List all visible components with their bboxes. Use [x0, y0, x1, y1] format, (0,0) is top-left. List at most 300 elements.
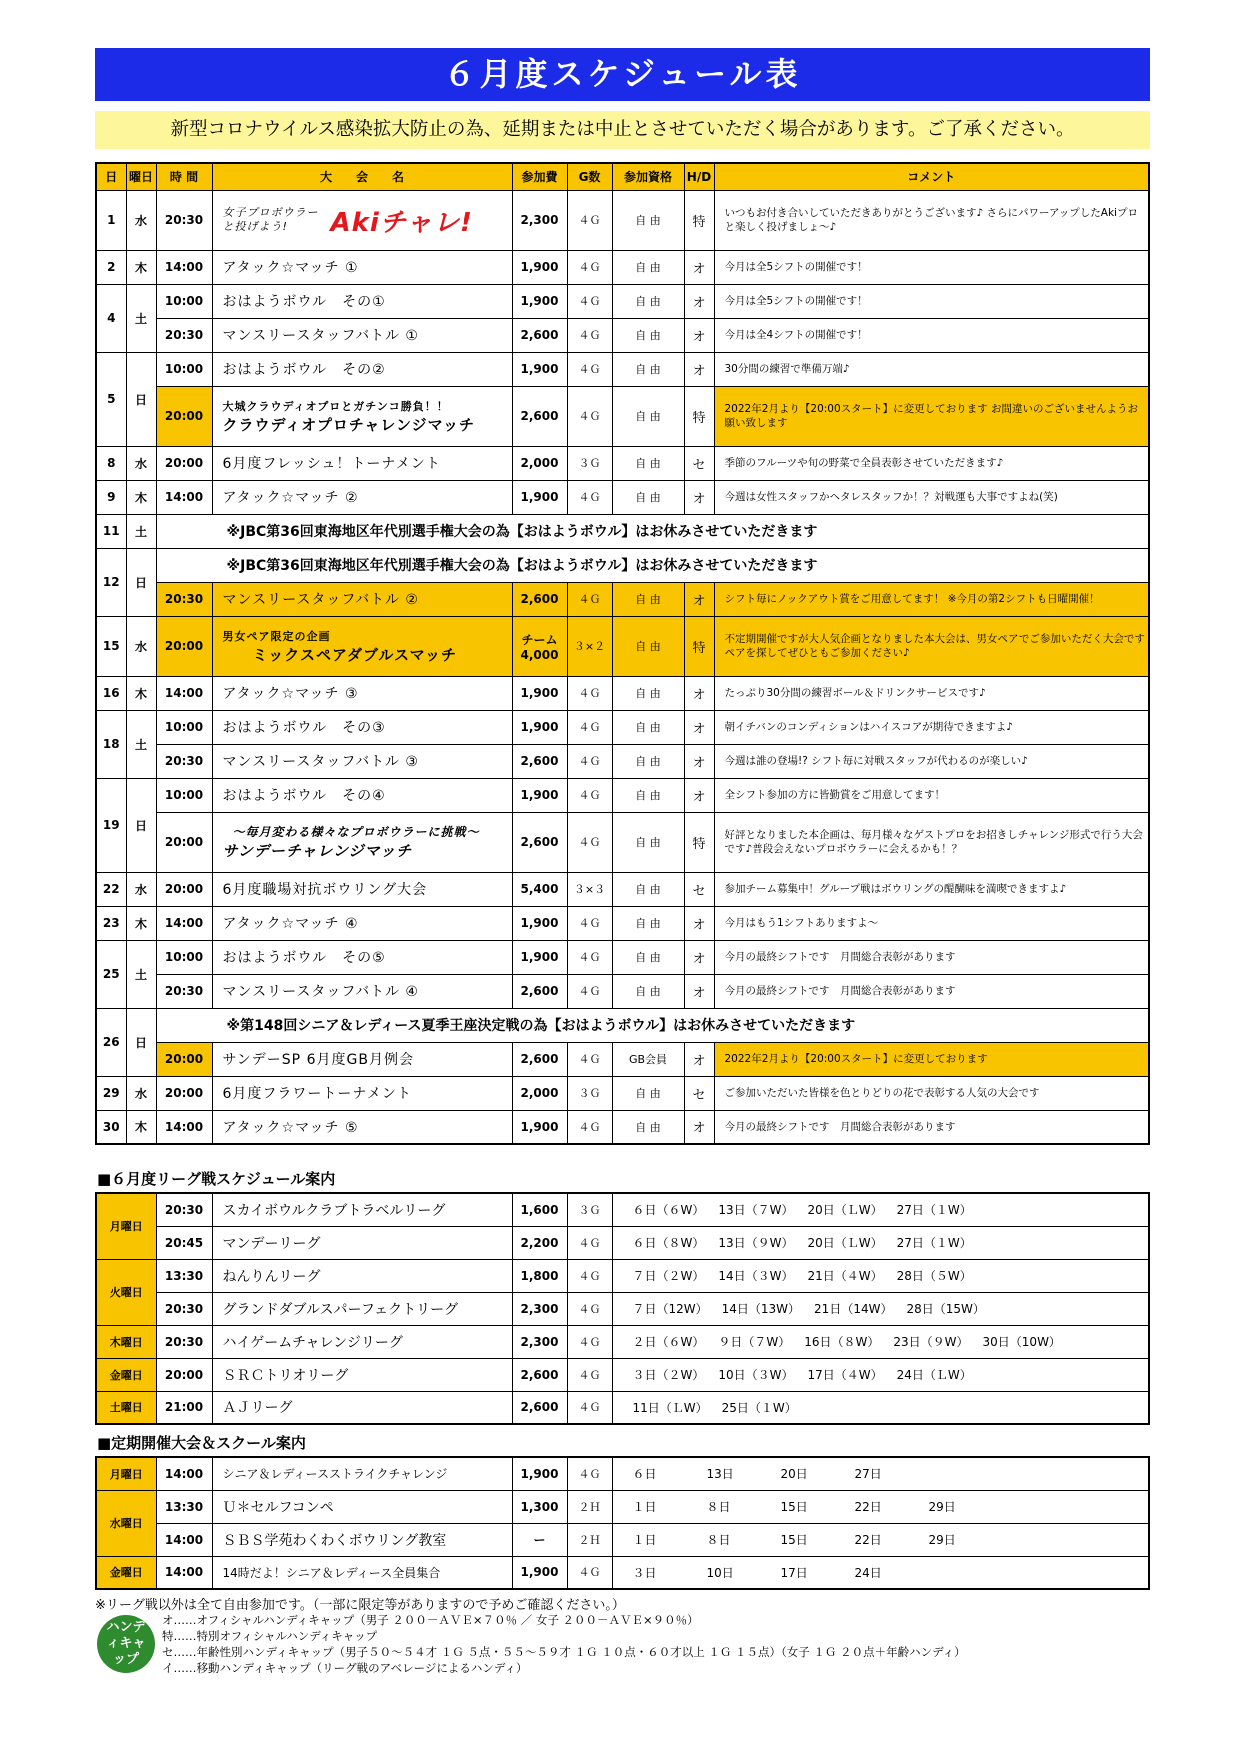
page-title: ６月度スケジュール表 — [95, 48, 1150, 101]
league-name-cell: スカイボウルクラブトラベルリーグ — [212, 1193, 512, 1226]
table-row — [96, 386, 1149, 446]
league-table — [95, 1192, 1150, 1425]
hd-cell: オ — [684, 676, 714, 710]
games-cell: ４Ｇ — [567, 710, 612, 744]
table-row — [96, 548, 1149, 582]
table-header — [96, 163, 1149, 190]
hd-cell: オ — [684, 480, 714, 514]
table-row — [96, 250, 1149, 284]
date-item: 27日（１W） — [896, 1203, 972, 1218]
date-item: 16日（８W） — [804, 1335, 880, 1349]
fee-cell: 2,600 — [512, 386, 567, 446]
fee-team-label: チーム — [521, 632, 558, 647]
time-cell: 20:30 — [156, 318, 212, 352]
games-cell: ２Ｈ — [567, 1490, 612, 1523]
date-item: 20日（ＬW） — [807, 1236, 883, 1250]
fee-cell: 2,600 — [512, 1391, 567, 1424]
date-item: 13日 — [706, 1467, 734, 1482]
dates-cell — [612, 1457, 1149, 1490]
comment-cell: 2022年2月より【20:00スタート】に変更しております — [714, 1042, 1149, 1076]
qual-cell: 自 由 — [612, 250, 684, 284]
fee-cell — [512, 616, 567, 676]
time-cell: 20:30 — [156, 744, 212, 778]
fee-cell: ー — [512, 1523, 567, 1556]
comment-cell: いつもお付き合いしていただきありがとうございます♪ さらにパワーアップしたAkiプロと楽しく投げましょ～♪ — [714, 190, 1149, 250]
fee-cell: 2,600 — [512, 974, 567, 1008]
games-cell: ４Ｇ — [567, 974, 612, 1008]
qual-cell: 自 由 — [612, 710, 684, 744]
event-name-cell: 6月度フレッシュ！トーナメント — [212, 446, 512, 480]
league-name-cell: ＳＲＣトリオリーグ — [212, 1358, 512, 1391]
date-item: 17日（４W） — [807, 1368, 883, 1382]
time-cell: 20:30 — [156, 974, 212, 1008]
date-item: ３日（２W） — [632, 1368, 705, 1382]
fee-cell: 2,300 — [512, 190, 567, 250]
games-cell: ４Ｇ — [567, 1226, 612, 1259]
comment-cell: 今月の最終シフトです 月間総合表彰があります — [714, 974, 1149, 1008]
qual-cell: 自 由 — [612, 190, 684, 250]
notice-banner: 新型コロナウイルス感染拡大防止の為、延期または中止とさせていただく場合があります。ご了承ください。 — [95, 111, 1150, 149]
date-item: 29日 — [928, 1533, 956, 1547]
comment-cell: たっぷり30分間の練習ボール＆ドリンクサービスです♪ — [714, 676, 1149, 710]
weekday-cell: 土 — [126, 514, 156, 548]
day-cell: 15 — [96, 616, 126, 676]
time-cell: 14:00 — [156, 480, 212, 514]
time-cell: 14:00 — [156, 1457, 212, 1490]
table-row — [96, 582, 1149, 616]
games-cell: ４Ｇ — [567, 1325, 612, 1358]
header-name: 大 会 名 — [212, 163, 512, 190]
handicap-line: オ……オフィシャルハンディキャップ（男子 ２００－ＡＶＥ×７０％ ／ 女子 ２００－ＡＶＥ×９０％） — [162, 1613, 699, 1627]
time-cell: 20:00 — [156, 812, 212, 872]
fee-cell: 2,300 — [512, 1292, 567, 1325]
table-row — [96, 872, 1149, 906]
time-cell: 14:00 — [156, 906, 212, 940]
qual-cell: 自 由 — [612, 872, 684, 906]
table-row — [96, 1110, 1149, 1144]
header-hd: H/D — [684, 163, 714, 190]
comment-cell: 今月の最終シフトです 月間総合表彰があります — [714, 940, 1149, 974]
date-item: 21日（14W） — [814, 1302, 893, 1316]
games-cell: ４Ｇ — [567, 1259, 612, 1292]
date-item: 28日（15W） — [906, 1302, 985, 1316]
event-subtitle: ～毎月変わる様々なプロボウラーに挑戦～ — [232, 825, 480, 839]
qual-cell: 自 由 — [612, 1076, 684, 1110]
comment-cell: 好評となりました本企画は、毎月様々なゲストプロをお招きしチャレンジ形式で行う大会です♪普段会えないプロボウラーに会えるかも！？ — [714, 812, 1149, 872]
league-section-title: ■６月度リーグ戦スケジュール案内 — [97, 1170, 336, 1188]
weekday-cell: 土 — [126, 284, 156, 352]
table-row — [96, 744, 1149, 778]
event-subtitle: 大城クラウディオプロとガチンコ勝負！！ — [222, 399, 449, 413]
event-schedule-table — [95, 162, 1156, 1145]
weekday-cell: 木 — [126, 480, 156, 514]
weekday-cell: 水 — [126, 616, 156, 676]
games-cell: ２Ｈ — [567, 1523, 612, 1556]
time-cell: 20:45 — [156, 1226, 212, 1259]
day-cell: 11 — [96, 514, 126, 548]
date-item: ７日（２W） — [632, 1269, 705, 1283]
event-name-cell: サンデーSP 6月度GB月例会 — [212, 1042, 512, 1076]
hd-cell: オ — [684, 710, 714, 744]
comment-cell: 今月の最終シフトです 月間総合表彰があります — [714, 1110, 1149, 1144]
event-name-prefix: 女子プロボウラー と投げよう! — [222, 206, 319, 233]
games-cell: ４Ｇ — [567, 318, 612, 352]
fee-cell: 2,200 — [512, 1226, 567, 1259]
date-item: ８日 — [706, 1533, 731, 1547]
table-row — [96, 1076, 1149, 1110]
handicap-line: イ……移動ハンディキャップ（リーグ戦のアベレージによるハンディ） — [162, 1661, 528, 1675]
event-name-cell: おはようボウル その④ — [212, 778, 512, 812]
qual-cell: 自 由 — [612, 906, 684, 940]
closure-note: ※JBC第36回東海地区年代別選手権大会の為【おはようボウル】はお休みさせていただきます — [156, 548, 1149, 582]
dates-cell — [612, 1325, 1149, 1358]
date-item: 11日（ＬW） — [632, 1400, 708, 1415]
games-cell: ４Ｇ — [567, 812, 612, 872]
qual-cell: 自 由 — [612, 480, 684, 514]
comment-cell: シフト毎にノックアウト賞をご用意してます！ ※今月の第2シフトも日曜開催！ — [714, 582, 1149, 616]
hd-cell: オ — [684, 1042, 714, 1076]
league-name-cell: マンデーリーグ — [212, 1226, 512, 1259]
table-row — [96, 1226, 1149, 1259]
date-item: ６日（６W） — [632, 1203, 705, 1218]
table-row — [96, 940, 1149, 974]
dates-cell — [612, 1193, 1149, 1226]
table-row — [96, 1008, 1149, 1042]
games-cell: ４Ｇ — [567, 1292, 612, 1325]
qual-cell: 自 由 — [612, 352, 684, 386]
qual-cell: GB会員 — [612, 1042, 684, 1076]
header-day: 日 — [96, 163, 126, 190]
event-name-cell: マンスリースタッフバトル ④ — [212, 974, 512, 1008]
time-cell: 10:00 — [156, 710, 212, 744]
time-cell: 10:00 — [156, 352, 212, 386]
day-cell: 4 — [96, 284, 126, 352]
day-cell: 19 — [96, 778, 126, 872]
table-row — [96, 1042, 1149, 1076]
qual-cell: 自 由 — [612, 974, 684, 1008]
games-cell: ４Ｇ — [567, 676, 612, 710]
league-name-cell: グランドダブルスパーフェクトリーグ — [212, 1292, 512, 1325]
event-name-cell: マンスリースタッフバトル ① — [212, 318, 512, 352]
school-table — [95, 1456, 1150, 1590]
time-cell: 20:00 — [156, 386, 212, 446]
handicap-line: セ……年齢性別ハンディキャップ（男子５０～５４才 １Ｇ ５点・５５～５９才 １Ｇ １０点・６０才以上 １Ｇ １５点）（女子 １Ｇ ２０点＋年齢ハンディ） — [162, 1645, 966, 1659]
dates-cell — [612, 1556, 1149, 1589]
time-cell: 10:00 — [156, 940, 212, 974]
games-cell: ４Ｇ — [567, 1358, 612, 1391]
comment-cell: 季節のフルーツや旬の野菜で全員表彰させていただきます♪ — [714, 446, 1149, 480]
table-row — [96, 778, 1149, 812]
games-cell: ４Ｇ — [567, 386, 612, 446]
date-item: 10日（３W） — [718, 1368, 794, 1382]
weekday-cell: 水曜日 — [96, 1490, 156, 1556]
hd-cell: オ — [684, 974, 714, 1008]
time-cell: 20:30 — [156, 1325, 212, 1358]
dates-cell — [612, 1292, 1149, 1325]
day-cell: 18 — [96, 710, 126, 778]
weekday-cell: 日 — [126, 778, 156, 872]
fee-cell: 1,900 — [512, 250, 567, 284]
games-cell: ３Ｇ — [567, 446, 612, 480]
games-cell: ４Ｇ — [567, 1391, 612, 1424]
fee-cell: 2,600 — [512, 582, 567, 616]
date-item: 20日 — [780, 1467, 808, 1482]
dates-cell — [612, 1523, 1149, 1556]
fee-cell: 2,600 — [512, 1042, 567, 1076]
header-comment: コメント — [714, 163, 1149, 190]
event-title: ミックスペアダブルスマッチ — [252, 645, 458, 664]
comment-cell: 今週は誰の登場!? シフト毎に対戦スタッフが代わるのが楽しい♪ — [714, 744, 1149, 778]
table-row — [96, 318, 1149, 352]
header-fee: 参加費 — [512, 163, 567, 190]
time-cell: 20:30 — [156, 1292, 212, 1325]
games-cell: ４Ｇ — [567, 744, 612, 778]
date-item: 23日（９W） — [893, 1335, 969, 1349]
fee-cell: 1,900 — [512, 1556, 567, 1589]
hd-cell: オ — [684, 906, 714, 940]
event-name-cell: おはようボウル その② — [212, 352, 512, 386]
time-cell: 13:30 — [156, 1259, 212, 1292]
hd-cell: オ — [684, 318, 714, 352]
weekday-cell: 水 — [126, 1076, 156, 1110]
time-cell: 20:30 — [156, 190, 212, 250]
hd-cell: 特 — [684, 812, 714, 872]
comment-cell: 今月は全5シフトの開催です！ — [714, 284, 1149, 318]
day-cell: 29 — [96, 1076, 126, 1110]
fee-cell: 1,300 — [512, 1490, 567, 1523]
hd-cell: オ — [684, 284, 714, 318]
games-cell: ４Ｇ — [567, 1556, 612, 1589]
qual-cell: 自 由 — [612, 744, 684, 778]
games-cell: ３×２ — [567, 616, 612, 676]
time-cell: 14:00 — [156, 250, 212, 284]
date-item: ２日（６W） — [632, 1335, 705, 1349]
games-cell: ４Ｇ — [567, 250, 612, 284]
comment-cell: 不定期開催ですが大人気企画となりました本大会は、男女ペアでご参加いただく大会です ペアを探してぜひともご参加ください♪ — [714, 616, 1149, 676]
fee-cell: 2,000 — [512, 1076, 567, 1110]
date-item: 21日（４W） — [807, 1269, 883, 1283]
games-cell: ４Ｇ — [567, 352, 612, 386]
header-qual: 参加資格 — [612, 163, 684, 190]
header-games: G数 — [567, 163, 612, 190]
time-cell: 14:00 — [156, 1110, 212, 1144]
weekday-cell: 日 — [126, 1008, 156, 1076]
footnote: ※リーグ戦以外は全て自由参加です。（一部に限定等がありますので予めご確認ください。） — [95, 1598, 625, 1613]
dates-cell — [612, 1490, 1149, 1523]
fee-cell: 2,600 — [512, 1358, 567, 1391]
date-item: 24日（ＬW） — [896, 1368, 972, 1382]
day-cell: 25 — [96, 940, 126, 1008]
event-name-cell: アタック☆マッチ ⑤ — [212, 1110, 512, 1144]
fee-cell: 2,600 — [512, 318, 567, 352]
games-cell: ４Ｇ — [567, 190, 612, 250]
comment-cell: 今週は女性スタッフかヘタレスタッフか！？対戦運も大事ですよね(笑) — [714, 480, 1149, 514]
event-name-cell — [212, 812, 512, 872]
event-name-cell: 6月度職場対抗ボウリング大会 — [212, 872, 512, 906]
closure-note: ※第148回シニア＆レディース夏季王座決定戦の為【おはようボウル】はお休みさせていただきます — [156, 1008, 1149, 1042]
event-title: サンデーチャレンジマッチ — [222, 842, 412, 860]
hd-cell: セ — [684, 446, 714, 480]
dates-cell — [612, 1259, 1149, 1292]
fee-cell: 1,900 — [512, 710, 567, 744]
date-item: 27日 — [854, 1467, 882, 1482]
date-item: 27日（１W） — [896, 1236, 972, 1250]
time-cell: 20:00 — [156, 872, 212, 906]
games-cell: ４Ｇ — [567, 284, 612, 318]
time-cell: 14:00 — [156, 676, 212, 710]
event-name-cell — [212, 386, 512, 446]
event-name-cell — [212, 190, 512, 250]
day-cell: 22 — [96, 872, 126, 906]
day-cell: 9 — [96, 480, 126, 514]
date-item: １日 — [632, 1500, 657, 1514]
date-item: 15日 — [780, 1500, 808, 1514]
fee-value: 4,000 — [520, 647, 559, 662]
handicap-badge-label: ハンディキャップ — [106, 1620, 146, 1667]
comment-cell: 全シフト参加の方に皆勤賞をご用意してます！ — [714, 778, 1149, 812]
hd-cell: オ — [684, 352, 714, 386]
day-cell: 23 — [96, 906, 126, 940]
handicap-line: 特……特別オフィシャルハンディキャップ — [162, 1629, 378, 1643]
table-row — [96, 1556, 1149, 1589]
event-name-cell: ＳＢＳ学苑わくわくボウリング教室 — [212, 1523, 512, 1556]
fee-cell: 1,900 — [512, 940, 567, 974]
games-cell: ３Ｇ — [567, 1193, 612, 1226]
league-name-cell: ねんりんリーグ — [212, 1259, 512, 1292]
day-cell: 8 — [96, 446, 126, 480]
time-cell: 20:30 — [156, 582, 212, 616]
date-item: １日 — [632, 1533, 657, 1547]
table-row — [96, 1292, 1149, 1325]
comment-cell: 今月は全4シフトの開催です！ — [714, 318, 1149, 352]
event-title: クラウディオプロチャレンジマッチ — [222, 415, 476, 434]
time-cell: 20:00 — [156, 616, 212, 676]
day-cell: 26 — [96, 1008, 126, 1076]
handicap-legend — [162, 1612, 966, 1676]
hd-cell: 特 — [684, 616, 714, 676]
games-cell: ４Ｇ — [567, 1042, 612, 1076]
table-row — [96, 190, 1149, 250]
school-section-title: ■定期開催大会＆スクール案内 — [97, 1434, 306, 1452]
league-name-cell: ハイゲームチャレンジリーグ — [212, 1325, 512, 1358]
hd-cell: 特 — [684, 190, 714, 250]
date-item: 28日（５W） — [896, 1269, 972, 1283]
hd-cell: オ — [684, 778, 714, 812]
event-name-cell: おはようボウル その③ — [212, 710, 512, 744]
comment-cell: 30分間の練習で準備万端♪ — [714, 352, 1149, 386]
table-row — [96, 1391, 1149, 1424]
games-cell: ４Ｇ — [567, 480, 612, 514]
date-item: 29日 — [928, 1500, 956, 1514]
time-cell: 20:30 — [156, 1193, 212, 1226]
games-cell: ４Ｇ — [567, 1457, 612, 1490]
date-item: 10日 — [706, 1565, 734, 1580]
event-name-cell: おはようボウル その⑤ — [212, 940, 512, 974]
event-name-cell: シニア＆レディースストライクチャレンジ — [212, 1457, 512, 1490]
weekday-cell: 火曜日 — [96, 1259, 156, 1325]
table-row — [96, 1193, 1149, 1226]
table-row — [96, 812, 1149, 872]
time-cell: 13:30 — [156, 1490, 212, 1523]
fee-cell: 1,900 — [512, 778, 567, 812]
hd-cell: セ — [684, 1076, 714, 1110]
event-name-cell: アタック☆マッチ ③ — [212, 676, 512, 710]
date-item: 22日 — [854, 1500, 882, 1514]
table-row — [96, 1490, 1149, 1523]
event-name-cell — [212, 616, 512, 676]
comment-cell: 今月は全5シフトの開催です！ — [714, 250, 1149, 284]
header-weekday: 曜日 — [126, 163, 156, 190]
date-item: 17日 — [780, 1565, 808, 1580]
date-item: 20日（ＬW） — [807, 1203, 883, 1218]
time-cell: 14:00 — [156, 1523, 212, 1556]
games-cell: ４Ｇ — [567, 778, 612, 812]
fee-cell: 2,600 — [512, 812, 567, 872]
qual-cell: 自 由 — [612, 940, 684, 974]
table-row — [96, 1457, 1149, 1490]
time-cell: 21:00 — [156, 1391, 212, 1424]
closure-note: ※JBC第36回東海地区年代別選手権大会の為【おはようボウル】はお休みさせていただきます — [156, 514, 1149, 548]
date-item: 25日（１W） — [721, 1400, 797, 1415]
games-cell: ４Ｇ — [567, 940, 612, 974]
qual-cell: 自 由 — [612, 778, 684, 812]
event-name-cell: Ｕ＊セルフコンペ — [212, 1490, 512, 1523]
qual-cell: 自 由 — [612, 386, 684, 446]
event-subtitle: 男女ペア限定の企画 — [222, 629, 331, 643]
table-row — [96, 284, 1149, 318]
table-row — [96, 710, 1149, 744]
weekday-cell: 木 — [126, 906, 156, 940]
fee-cell: 1,900 — [512, 906, 567, 940]
games-cell: ４Ｇ — [567, 1110, 612, 1144]
time-cell: 20:00 — [156, 446, 212, 480]
qual-cell: 自 由 — [612, 812, 684, 872]
fee-cell: 2,300 — [512, 1325, 567, 1358]
event-name-cell: 14時だよ！シニア＆レディース全員集合 — [212, 1556, 512, 1589]
handicap-badge — [97, 1615, 155, 1673]
fee-cell: 1,900 — [512, 480, 567, 514]
games-cell: ４Ｇ — [567, 582, 612, 616]
hd-cell: オ — [684, 744, 714, 778]
fee-cell: 1,900 — [512, 284, 567, 318]
table-row — [96, 1523, 1149, 1556]
weekday-cell: 日 — [126, 548, 156, 616]
qual-cell: 自 由 — [612, 676, 684, 710]
event-name-cell: おはようボウル その① — [212, 284, 512, 318]
weekday-cell: 土 — [126, 710, 156, 778]
date-item: ９日（７W） — [718, 1335, 791, 1349]
weekday-cell: 金曜日 — [96, 1556, 156, 1589]
event-name-cell: アタック☆マッチ ② — [212, 480, 512, 514]
date-item: 15日 — [780, 1533, 808, 1547]
event-name-cell: 6月度フラワートーナメント — [212, 1076, 512, 1110]
weekday-cell: 金曜日 — [96, 1358, 156, 1391]
date-item: 13日（９W） — [718, 1236, 794, 1250]
games-cell: ３×３ — [567, 872, 612, 906]
qual-cell: 自 由 — [612, 318, 684, 352]
table-row — [96, 480, 1149, 514]
weekday-cell: 木 — [126, 676, 156, 710]
akichalle-logo: Akiチャレ! — [330, 207, 473, 238]
comment-cell: 朝イチバンのコンディションはハイスコアが期待できますよ♪ — [714, 710, 1149, 744]
table-row — [96, 446, 1149, 480]
weekday-cell: 水 — [126, 190, 156, 250]
fee-cell: 2,600 — [512, 744, 567, 778]
games-cell: ４Ｇ — [567, 906, 612, 940]
date-item: ６日（８W） — [632, 1236, 705, 1250]
fee-cell: 2,000 — [512, 446, 567, 480]
fee-cell: 5,400 — [512, 872, 567, 906]
